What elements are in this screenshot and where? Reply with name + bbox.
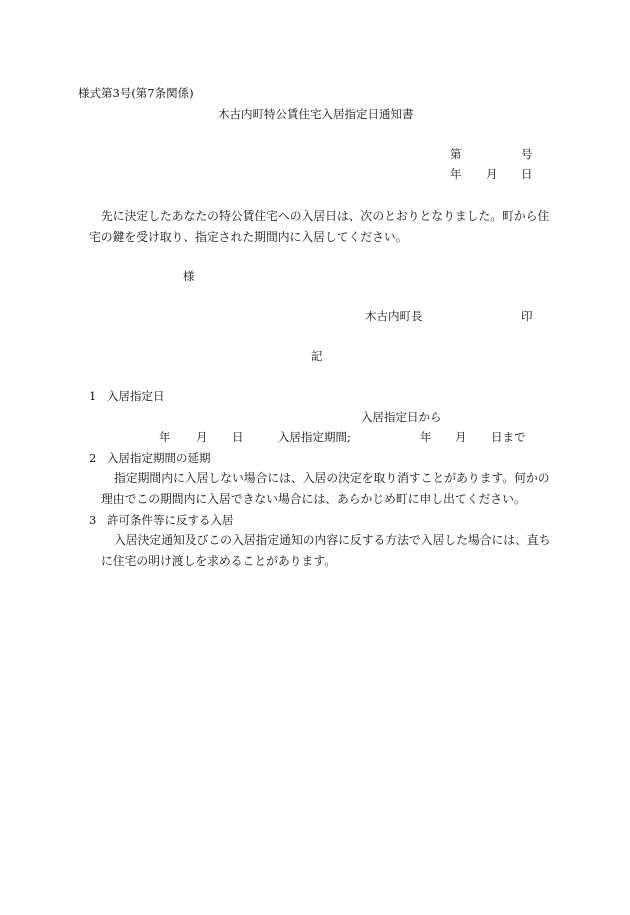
intro-text-line2: 宅の鍵を受け取り、指定された期間内に入居してください。: [89, 230, 408, 244]
period-start-month: 月: [196, 430, 208, 444]
item-3-number: 3: [89, 513, 97, 527]
ki-heading: 記: [311, 349, 323, 363]
item-1-number: 1: [89, 389, 97, 403]
form-number-label: 様式第3号(第7条関係): [78, 86, 194, 100]
item-2-text-line2: 理由でこの期間内に入居できない場合には、あらかじめ町に申し出てください。: [101, 492, 526, 506]
document-title: 木古内町特公賃住宅入居指定日通知書: [218, 107, 414, 121]
period-end-month: 月: [455, 430, 467, 444]
number-prefix: 第: [450, 147, 462, 161]
item-2-number: 2: [89, 451, 97, 465]
intro-text-line1: 先に決定したあなたの特公賃住宅への入居日は、次のとおりとなりました。町から住: [101, 209, 550, 223]
period-end-year: 年: [420, 430, 432, 444]
date-year: 年: [450, 167, 462, 181]
item-2-text-line1: 指定期間内に入居しない場合には、入居の決定を取り消すことがあります。何かの: [114, 471, 550, 485]
date-month: 月: [486, 167, 498, 181]
seal-mark: 印: [521, 309, 533, 323]
item-3-text-line2: に住宅の明け渡しを求めることがあります。: [101, 554, 336, 568]
issuer-name: 木古内町長: [365, 309, 423, 323]
period-end-day: 日まで: [491, 430, 526, 444]
date-day: 日: [521, 167, 533, 181]
addressee-suffix: 様: [183, 269, 195, 283]
period-start-year: 年: [159, 430, 171, 444]
item-3-heading: 許可条件等に反する入居: [107, 513, 234, 527]
item-3-text-line1: 入居決定通知及びこの入居指定通知の内容に反する方法で入居した場合には、直ち: [114, 533, 551, 547]
designated-date-from: 入居指定日から: [361, 410, 442, 424]
item-2-heading: 入居指定期間の延期: [107, 451, 211, 465]
item-1-heading: 入居指定日: [107, 389, 165, 403]
period-start-day: 日: [232, 430, 244, 444]
period-label: 入居指定期間;: [278, 430, 351, 444]
number-suffix: 号: [521, 147, 533, 161]
